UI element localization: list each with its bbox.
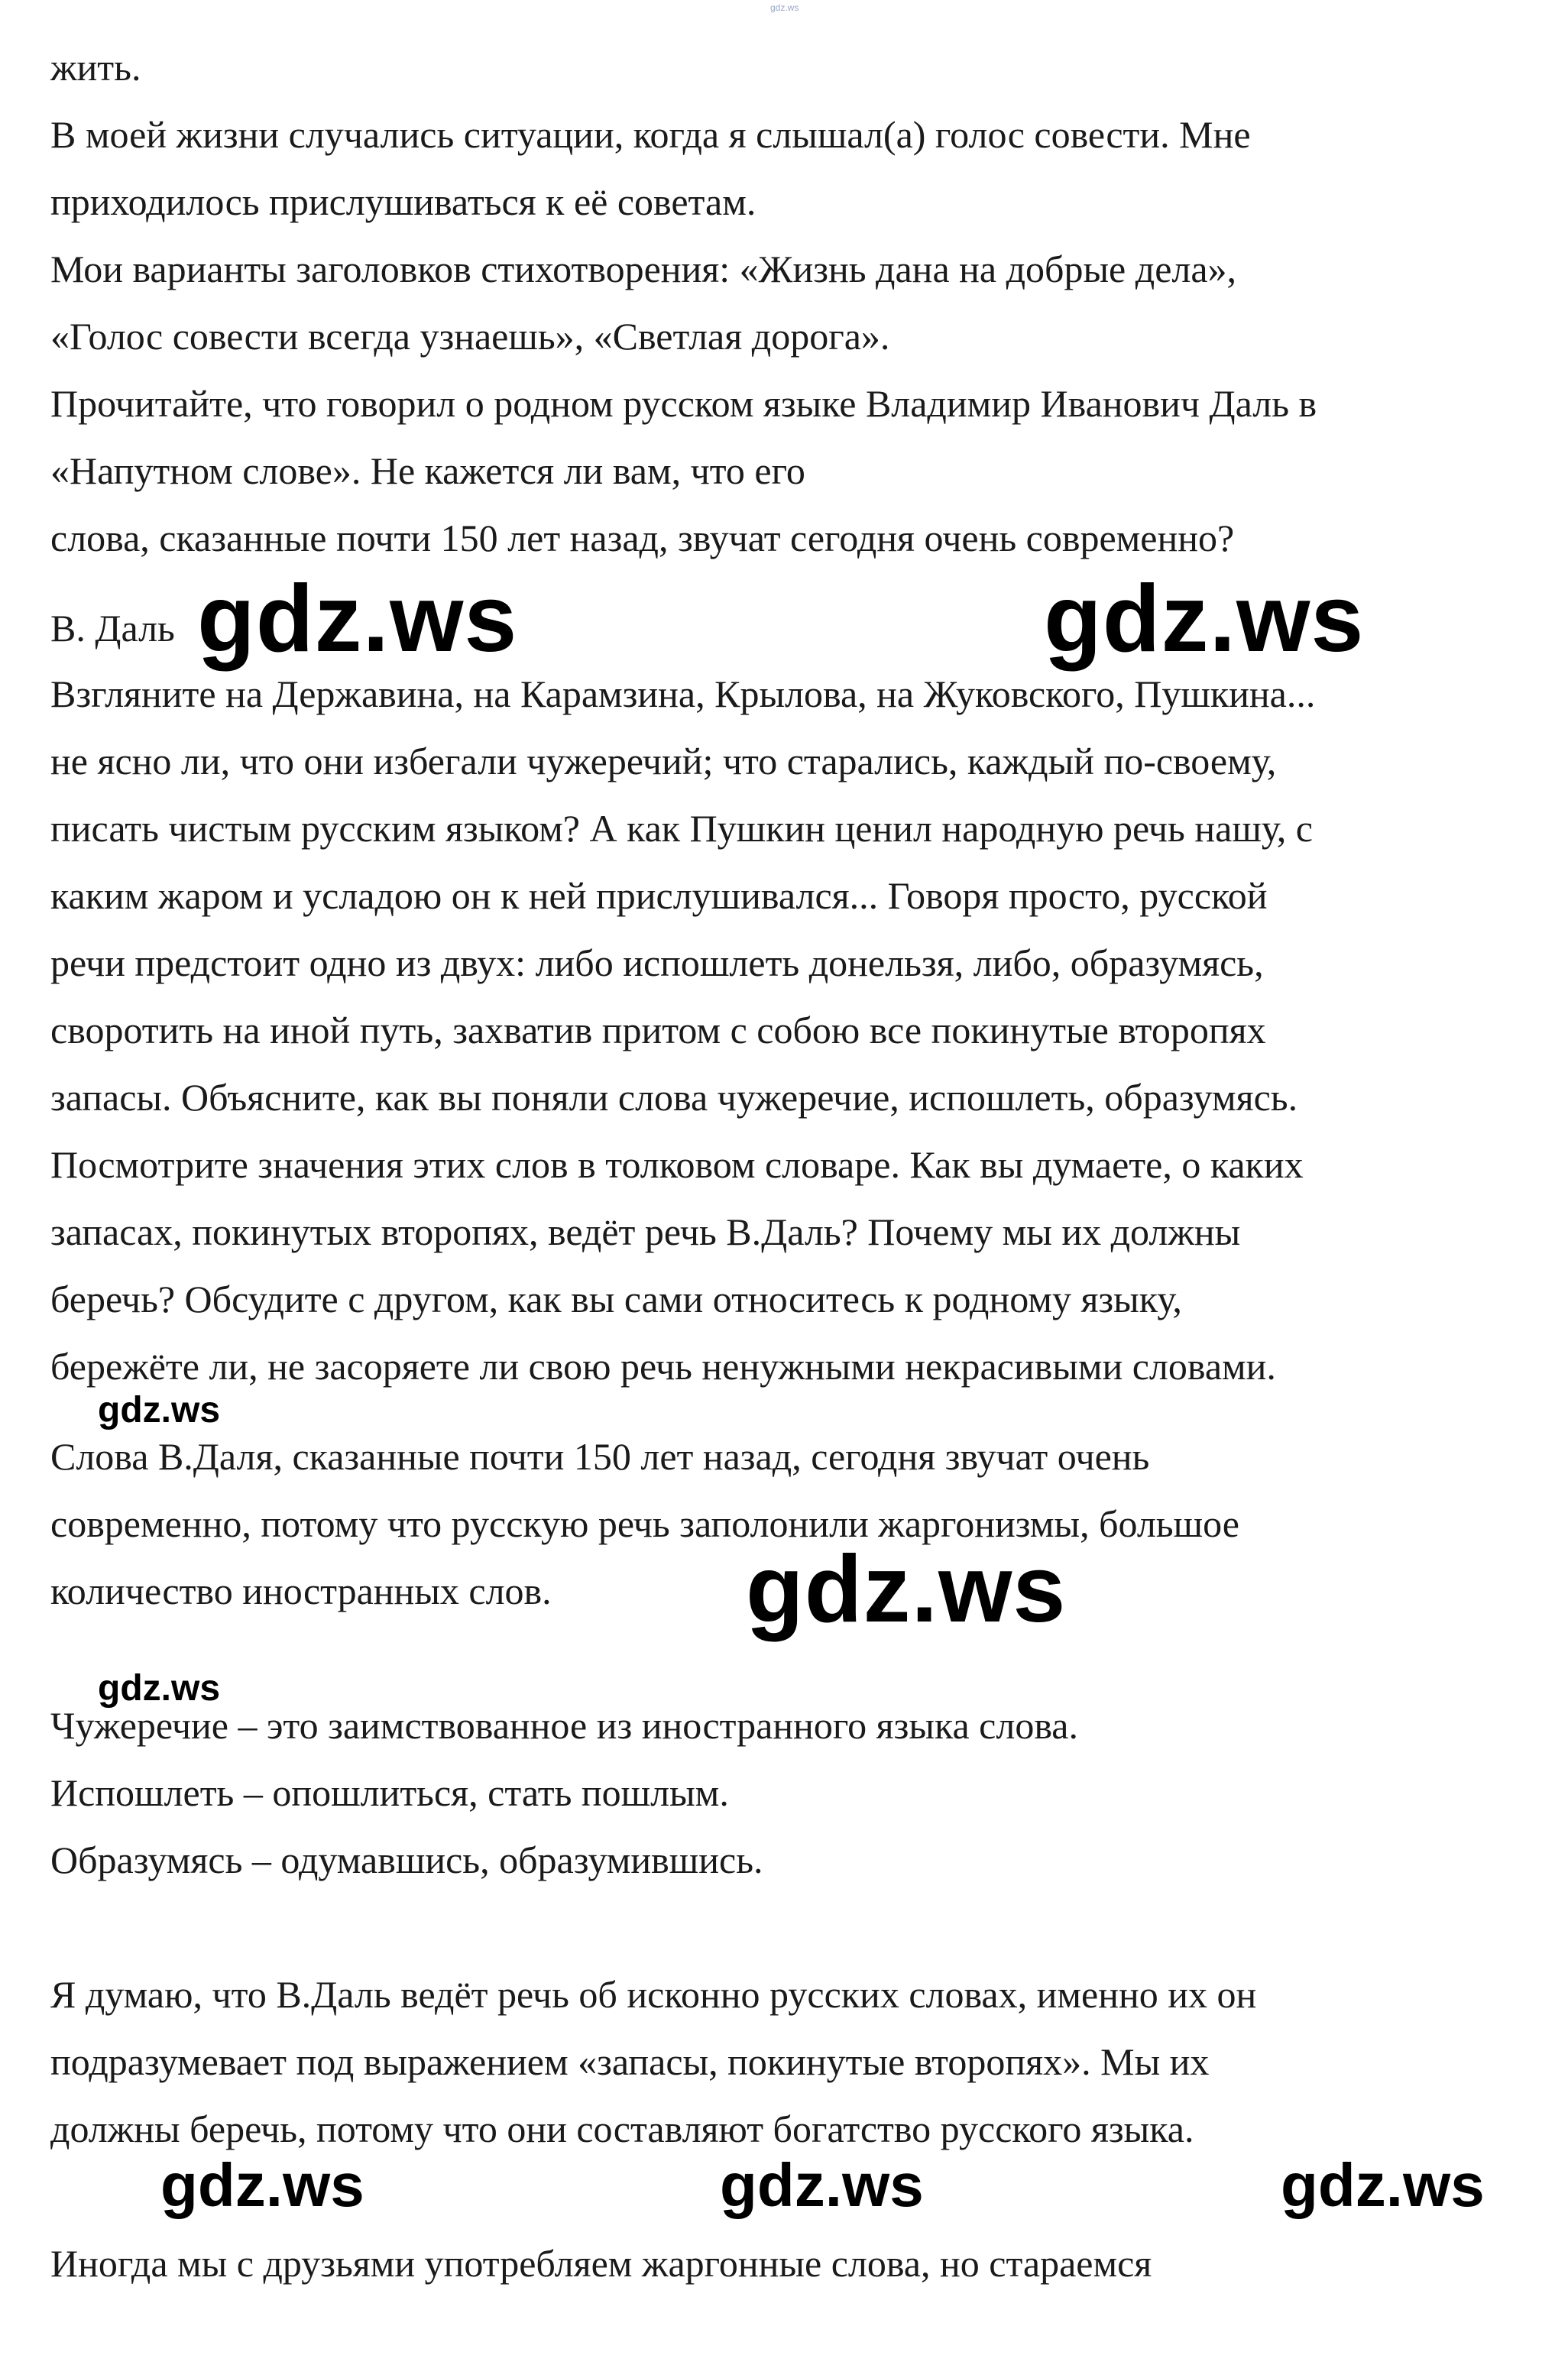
watermark: gdz.ws — [98, 1668, 221, 1709]
text-line: должны беречь, потому что они составляют богатство русского языка. — [50, 2107, 1194, 2150]
text-line: Прочитайте, что говорил о родном русском языке Владимир Иванович Даль в — [50, 382, 1317, 425]
watermark: gdz.ws — [1281, 2151, 1485, 2219]
text-line: жить. — [50, 46, 141, 89]
text-line: речи предстоит одно из двух: либо испошлеть донельзя, либо, образумясь, — [50, 941, 1264, 984]
watermark: gdz.ws — [746, 1537, 1067, 1642]
text-line: количество иностранных слов. — [50, 1570, 552, 1612]
text-line: запасы. Объясните, как вы поняли слова чужеречие, испошлеть, образумясь. — [50, 1076, 1298, 1119]
text-line: «Напутном слове». Не кажется ли вам, что его — [50, 449, 805, 492]
text-line: Образумясь – одумавшись, образумившись. — [50, 1839, 763, 1881]
text-line: Слова В.Даля, сказанные почти 150 лет назад, сегодня звучат очень — [50, 1435, 1150, 1478]
text-line: Иногда мы с друзьями употребляем жаргонные слова, но стараемся — [50, 2242, 1152, 2285]
text-line: беречь? Обсудите с другом, как вы сами относитесь к родному языку, — [50, 1278, 1182, 1320]
text-line: Посмотрите значения этих слов в толковом словаре. Как вы думаете, о каких — [50, 1143, 1304, 1186]
watermark: gdz.ws — [1044, 566, 1365, 672]
text-line: слова, сказанные почти 150 лет назад, звучат сегодня очень современно? — [50, 517, 1235, 559]
text-line: Я думаю, что В.Даль ведёт речь об исконно русских словах, именно их он — [50, 1973, 1257, 2016]
text-line: современно, потому что русскую речь заполонили жаргонизмы, большое — [50, 1502, 1239, 1545]
text-line: каким жаром и усладою он к ней прислушивался... Говоря просто, русской — [50, 874, 1268, 917]
text-line: приходилось прислушиваться к её советам. — [50, 180, 756, 223]
text-line: Взгляните на Державина, на Карамзина, Крылова, на Жуковского, Пушкина... — [50, 672, 1316, 715]
text-line: писать чистым русским языком? А как Пушкин ценил народную речь нашу, с — [50, 807, 1314, 850]
text-line: запасах, покинутых второпях, ведёт речь В.Даль? Почему мы их должны — [50, 1210, 1241, 1253]
watermark: gdz.ws — [98, 1390, 221, 1430]
text-line: Чужеречие – это заимствованное из иностранного языка слова. — [50, 1704, 1078, 1747]
header-watermark: gdz.ws — [770, 2, 799, 13]
text-line: В моей жизни случались ситуации, когда я слышал(а) голос совести. Мне — [50, 113, 1251, 156]
text-line: Мои варианты заголовков стихотворения: «Жизнь дана на добрые дела», — [50, 248, 1237, 290]
text-line: подразумевает под выражением «запасы, покинутые второпях». Мы их — [50, 2040, 1210, 2083]
text-line: своротить на иной путь, захватив притом с собою все покинутые второпях — [50, 1009, 1266, 1051]
text-line: «Голос совести всегда узнаешь», «Светлая дорога». — [50, 315, 890, 358]
text-line: бережёте ли, не засоряете ли свою речь ненужными некрасивыми словами. — [50, 1345, 1276, 1388]
text-line: В. Даль — [50, 607, 175, 650]
text-line: Испошлеть – опошлиться, стать пошлым. — [50, 1771, 729, 1814]
watermark: gdz.ws — [197, 566, 518, 672]
watermark: gdz.ws — [160, 2151, 364, 2219]
watermark: gdz.ws — [720, 2151, 924, 2219]
text-line: не ясно ли, что они избегали чужеречий; что старались, каждый по-своему, — [50, 740, 1277, 782]
